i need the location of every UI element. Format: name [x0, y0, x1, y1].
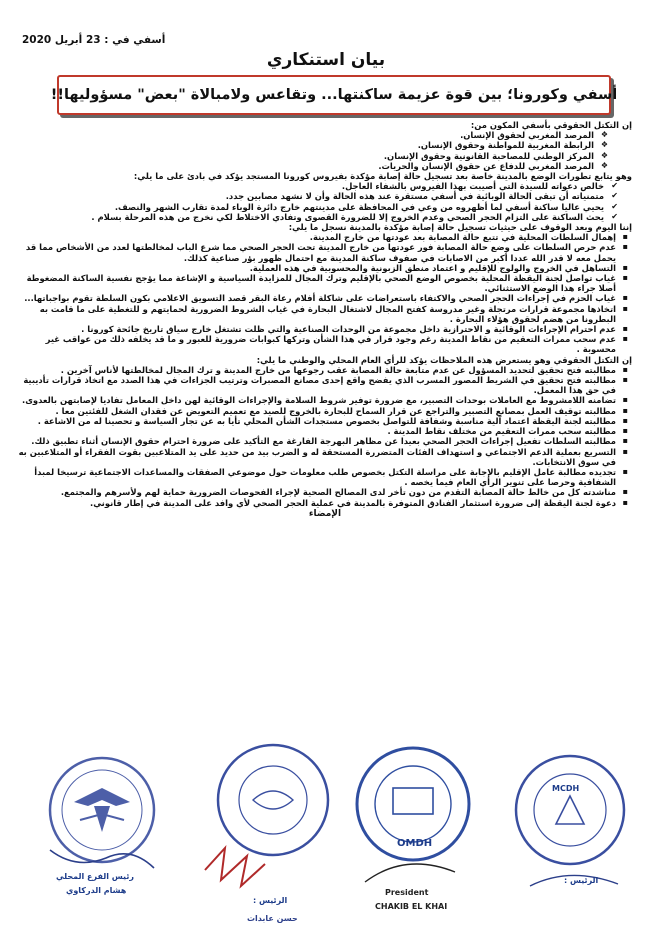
stamp-name: حسن عابدات — [247, 914, 298, 923]
headline-frame — [50, 75, 618, 115]
check-icon: ✔ — [611, 181, 618, 191]
square-bullet-icon: ▪ — [622, 334, 628, 344]
list-item: ▪ مطالبته سحب ممرات التعقيم من مختلف نقاط المدينة . — [387, 426, 628, 437]
stamp-caption: الرئيس : — [564, 876, 599, 885]
list-item: ▪ التساهل في الخروج والولوج للإقليم و اعتماد منطق الزبونية والمحسوبية في هذه العملية. — [249, 262, 628, 273]
stamp-caption: الرئيس : — [253, 896, 288, 905]
list-item: ✔ خالص دعواته للسيدة التي أصيبت بهذا الفيروس بالشفاء العاجل. — [341, 181, 618, 192]
list-item: ▪ مطالبته توقيف العمل بمصانع التصبير والتراجع عن قرار السماح للبحارة بالخروج للصيد مع تعميم التعويض عن فقدان الشغل للفئتين معا . — [55, 405, 628, 416]
square-bullet-icon: ▪ — [622, 242, 628, 252]
diamond-bullet-icon: ❖ — [600, 150, 608, 160]
stamp-inner-text: MCDH — [552, 784, 580, 793]
list-item: ▪ مطالبته فتح تحقيق في الشريط المصور المسرب الذي يفضح واقع إحدى مصانع المصبرات وترتيب الجزاءات في هذا الصدد مع اتخاذ قرارات تأديبية في حق هذا المعمل. — [23, 375, 628, 396]
square-bullet-icon: ▪ — [622, 395, 628, 405]
square-bullet-icon: ▪ — [622, 487, 628, 497]
list-item: ❖ المرصد المغربي لحقوق الإنسان. — [460, 130, 608, 141]
stamp-name: CHAKIB EL KHAI — [375, 902, 448, 911]
list-item: ▪ مطالبته السلطات تفعيل إجراءات الحجر الصحي بعيدا عن مظاهر البهرجة الفارغة مع التأكيد على ضرورة احترام حقوق الإنسان أثناء تطبيق ذلك. — [31, 436, 628, 447]
stamps-area — [0, 730, 652, 932]
list-item: ✔ يحيي عاليا ساكنة أسفي لما أظهروه من وعي في المحافظة على مدينتهم خارج دائرة الوباء لمدة تقارب الشهر والنصف. — [114, 201, 618, 212]
square-bullet-icon: ▪ — [622, 426, 628, 436]
stamp-name: هشام الدركاوي — [66, 886, 127, 895]
list-item: ❖ الرابطة المغربية للمواطنة وحقوق الإنسان. — [417, 140, 608, 151]
statement-body — [18, 120, 632, 519]
square-bullet-icon: ▪ — [622, 232, 628, 242]
intro-text: إن التكتل الحقوقي بأسفي المكون من: — [470, 120, 632, 130]
list-item: ▪ مطالبته لجنة اليقظة اعتماد آلية مناسبة وشفافة للتواصل بخصوص مستجدات الشأن المحلي تأيا به عن تجار السياسة و تحصينا له من الاشاعة . — [37, 415, 628, 426]
list-item: ▪ تضامنه اللامشروط مع العاملات بوحدات التصبير، مع ضرورة توفير شروط السلامة والإجراءات الوقائية لهن داخل المعامل تفاديا لإصابتهن بالعدوى. — [22, 395, 628, 406]
list-item: ▪ دعوة لجنة اليقظة إلى ضرورة استثمار الفنادق المتوفرة بالمدينة في عملية الحجر الصحي لأي وافد على المدينة في إطار قانوني. — [90, 497, 628, 508]
signatures-label: الإمضاء — [308, 508, 342, 519]
square-bullet-icon: ▪ — [622, 405, 628, 415]
list-item: ▪ غياب تواصل لجنة اليقظة المحلية بخصوص الوضع الصحي بالإقليم وترك المجال للمزايدة السياسية و الإشاعة مما يؤجج نفسية الساكنة المضغوطة أصلا جراء هذا الوضع الاستثنائي. — [26, 273, 628, 294]
follow-paragraph: وهو يتابع تطورات الوضع بالمدينة خاصة بعد تسجيل حالة إصابة مؤكدة بفيروس كورونا المستجد يؤكد في بادئ على ما يلي: — [133, 171, 632, 182]
list-item: ▪ عدم حرص السلطات على وضع حالة المصابة فور عودتها من خارج المدينة تحت الحجر الصحي مما شرع الباب لمخالطتها لعدد من الأشخاص مما قد يحمل معه لا قدر الله عددا أكبر من الاصابات في صفوف ساكنة المدينة مع احتمال ظهور بؤر صناعية كذلك. — [25, 242, 628, 263]
stamp-3 — [345, 732, 485, 932]
square-bullet-icon: ▪ — [622, 415, 628, 425]
list-item: ▪ مناشدته كل من خالط حالة المصابة التقدم من دون تأخر لدى المصالح الصحية لإجراء الفحوصات الضرورية حماية لهم ولأسرهم والمجتمع. — [60, 487, 628, 498]
list-item: ✔ متمنياته أن تبقى الحالة الوبائية في أسفي مستقرة عند هذه الحالة وأن لا نشهد مصابين جدد. — [225, 191, 618, 202]
list-item: ❖ المركز الوطني للمصاحبة القانونية وحقوق الإنسان. — [383, 150, 608, 161]
stamp-1 — [36, 740, 166, 930]
omdh-seal-icon — [345, 732, 485, 902]
check-icon: ✔ — [611, 191, 618, 201]
affirmation-list — [18, 181, 632, 222]
demands-paragraph: إن التكتل الحقوقي وهو يستعرض هذه الملاحظات يؤكد للرأي العام المحلي والوطني ما يلي: — [256, 354, 632, 365]
stamp-inner-text: OMDH — [397, 838, 433, 849]
headline: أسفي وكورونا؛ بين قوة عزيمة ساكنتها... وتقاعس ولامبالاة "بعض" مسؤوليها!! — [50, 87, 618, 103]
list-item: ▪ غياب الحزم في إجراءات الحجر الصحي والاكتفاء باستعراضات على شاكلة أفلام رعاة البقر قصد التسويق الاعلامي بكون السلطة تقوم بواجباتها... — [24, 293, 628, 304]
today-paragraph: إننا اليوم وبعد الوقوف على حيثيات تسجيل حالة إصابة مؤكدة بالمدينة نسجل ما يلي: — [288, 222, 632, 233]
stamp-4 — [500, 736, 640, 932]
list-item: ▪ التسريع بعملية الدعم الاجتماعي و استهداف الفئات المتضررة المستحقة له و الضرب بيد من حديد على يد المتلاعبين بقوت الفقراء أو المتلاعبين به في سوق الانتخابات. — [18, 446, 628, 467]
list-item: ▪ إهمال السلطات المحلية في تتبع حالة المصابة بعد عودتها من خارج المدينة. — [309, 232, 628, 243]
square-bullet-icon: ▪ — [622, 324, 628, 334]
diamond-bullet-icon: ❖ — [600, 130, 608, 140]
page-title: بيان استنكاري — [266, 50, 386, 70]
square-bullet-icon: ▪ — [622, 273, 628, 283]
check-icon: ✔ — [611, 201, 618, 211]
diamond-bullet-icon: ❖ — [600, 140, 608, 150]
square-bullet-icon: ▪ — [622, 375, 628, 385]
organization-list — [18, 130, 632, 171]
check-icon: ✔ — [611, 211, 618, 221]
list-item: ✔ يحث الساكنة على التزام الحجر الصحي وعدم الخروج إلا للضرورة القصوى وتفادي الاختلاط لكي نخرج من هذه المرحلة بسلام . — [91, 211, 618, 222]
stamp-caption: President — [385, 888, 429, 897]
list-item: ▪ اتخاذها مجموعة قرارات مرتجلة وغير مدروسة كفتح المجال لاشتغال البحارة في غياب الشروط الضرورية لحمايتهم و للتغطية على ما قامت به البطرونا من هضم لحقوق هؤلاء البحارة . — [39, 303, 628, 324]
list-item: ❖ المرصد المغربي للدفاع عن حقوق الإنسان والحريات. — [378, 160, 608, 171]
square-bullet-icon: ▪ — [622, 364, 628, 374]
stamp-caption: رئيس الفرع المحلي — [56, 872, 134, 881]
square-bullet-icon: ▪ — [622, 497, 628, 507]
eagle-seal-icon — [36, 740, 166, 890]
demand-list — [18, 365, 632, 508]
square-bullet-icon: ▪ — [622, 262, 628, 272]
square-bullet-icon: ▪ — [622, 446, 628, 456]
list-item: ▪ مطالبته فتح تحقيق لتحديد المسؤول عن عدم متابعة حالة المصابة عقب رجوعها من خارج المدينة و ترك المجال لمخالطتها لأناس آخرين . — [60, 364, 628, 375]
observation-list — [18, 232, 632, 354]
square-bullet-icon: ▪ — [622, 466, 628, 476]
list-item: ▪ عدم احترام الإجراءات الوقائية و الاحترازية داخل مجموعة من الوحدات الصناعية والتي ظلت تشتغل خارج سياق تاريخ جائحة كورونا . — [81, 324, 628, 335]
square-bullet-icon: ▪ — [622, 293, 628, 303]
list-item: ▪ تجديده مطالبة عامل الإقليم بالإجابة على مراسلة التكتل بخصوص طلب معلومات حول موضوعي الصفقات والمساعدات الاجتماعية ترسيخا لمبدأ الشفافية وحرصا على تنوير الرأي العام فيما يخصه . — [34, 466, 628, 488]
square-bullet-icon: ▪ — [622, 436, 628, 446]
dateline: أسفي في : 23 أبريل 2020 — [22, 34, 166, 46]
stamp-2 — [195, 730, 345, 930]
diamond-bullet-icon: ❖ — [600, 160, 608, 170]
list-item: ▪ عدم سحب ممرات التعقيم من نقاط المدينة رغم وجود قرار في هذا الشأن وتركها كبوابات ضرورية للعبور و ما قد يخلفه ذلك من عواقب غير محسوبة . — [45, 334, 628, 355]
square-bullet-icon: ▪ — [622, 303, 628, 313]
round-seal-icon — [195, 730, 345, 900]
